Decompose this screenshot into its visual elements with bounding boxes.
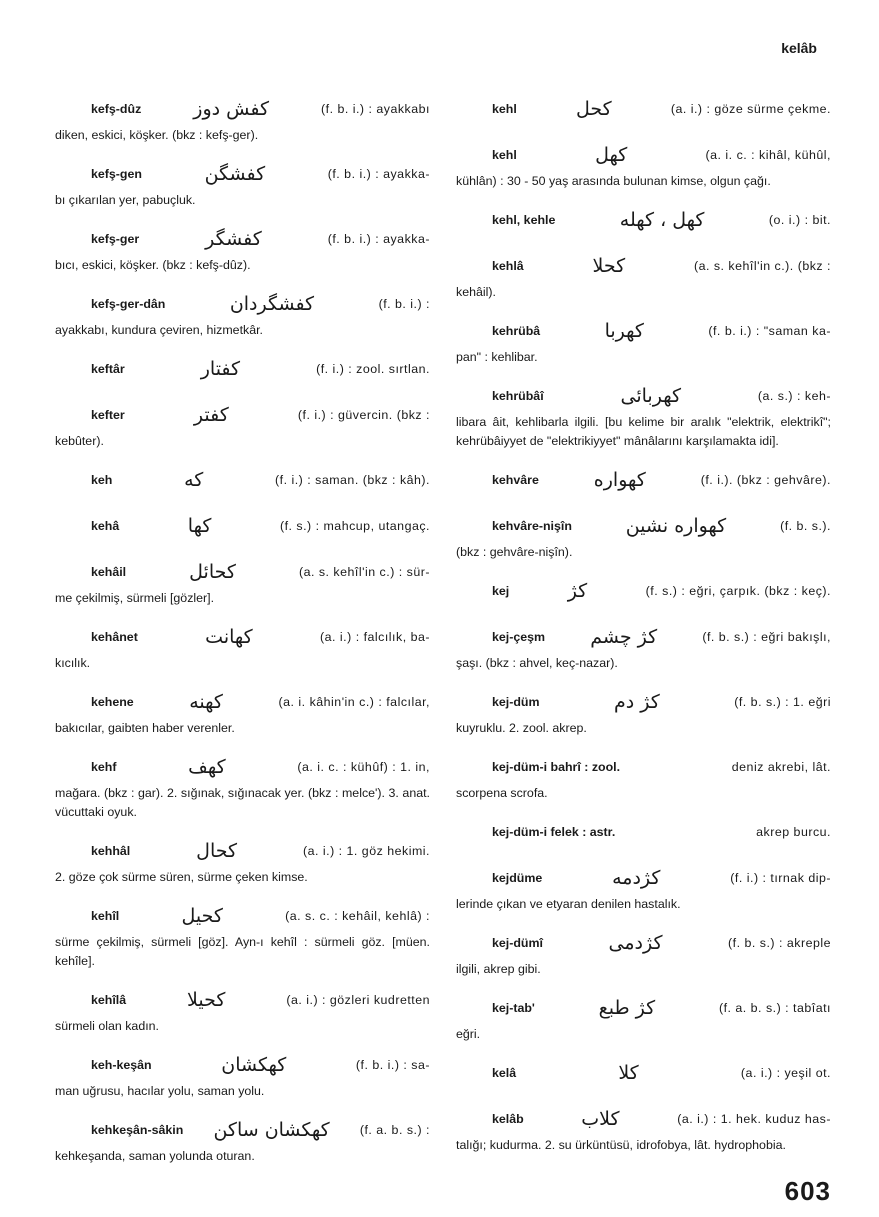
definition-continuation: kehâil). [456,285,496,299]
arabic-script: کژ طبع [598,996,656,1019]
entry-lead-line [55,983,430,1017]
headword: kehlâ [492,258,524,273]
arabic-script: کفشگن [204,162,266,185]
dictionary-entry [456,685,831,738]
dictionary-entry [456,92,831,126]
arabic-script: کهربائی [620,384,682,407]
arabic-script: كحيل [181,904,223,927]
dictionary-entry [456,138,831,191]
definition-continuation: sürme çekilmiş, sürmeli [göz]. Ayn-ı kehîl : sürmeli göz. [müen. kehîle]. [55,935,430,968]
definition-continuation: bı çıkarılan yer, pabuçluk. [55,193,196,207]
grammatical-info: (a. i.) : göze sürme çekme. [670,101,831,116]
headword: kej-dümî [492,935,543,950]
grammatical-info: (f. i.) : tırnak dip- [730,870,831,885]
grammatical-info: (a. i.) : yeşil ot. [740,1065,831,1080]
headword: kefş-ger-dân [91,296,166,311]
definition-continuation: kehkeşanda, saman yolunda oturan. [55,1149,255,1163]
headword: kehânet [91,629,138,644]
definition-continuation: man uğrusu, hacılar yolu, saman yolu. [55,1084,265,1098]
dictionary-entry [55,983,430,1036]
grammatical-info: (f. i.). (bkz : gehvâre). [700,472,831,487]
arabic-script: کهنه [189,690,223,713]
dictionary-entry [55,685,430,738]
grammatical-info: (f. b. i.) : "saman ka- [708,323,831,338]
definition-continuation: talığı; kudurma. 2. su ürküntüsü, idrofobya, lât. hydrophobia. [456,1138,786,1152]
entry-lead-line [55,1113,430,1147]
headword: kehvâre [492,472,539,487]
grammatical-info: (a. i. c. : kühûf) : 1. in, [297,759,430,774]
arabic-script: کژدمی [608,931,663,954]
dictionary-entry [456,314,831,367]
grammatical-info: (a. i.) : 1. hek. kuduz has- [677,1111,831,1126]
grammatical-info: (f. a. b. s.) : [359,1122,430,1137]
definition-continuation: şaşı. (bkz : ahvel, keç-nazar). [456,656,618,670]
definition-continuation: kıcılık. [55,656,91,670]
headword: kej-tab' [492,1000,535,1015]
grammatical-info: (f. a. b. s.) : tabîatı [718,1000,831,1015]
entry-lead-line [456,203,831,237]
definition-continuation: mağara. (bkz : gar). 2. sığınak, sığınacak yer. (bkz : melce'). 3. anat. vücuttaki oyuk. [55,786,430,819]
grammatical-info: (f. s.) : mahcup, utangaç. [279,518,430,533]
entry-lead-line [55,899,430,933]
grammatical-info: deniz akrebi, lât. [731,759,831,774]
arabic-script: کها [187,514,212,537]
grammatical-info: (f. b. s.) : akreple [728,935,831,950]
arabic-script: کهف [188,755,226,778]
headword: kehâil [91,564,127,579]
headword: kej-düm-i felek : astr. [492,824,616,839]
headword: kehhâl [91,843,131,858]
grammatical-info: (f. b. i.) : [378,296,430,311]
dictionary-entry [456,750,831,803]
entry-lead-line [55,222,430,256]
arabic-script: کهربا [604,319,644,342]
definition-continuation: (bkz : gehvâre-nişîn). [456,545,573,559]
arabic-script: كحل [575,97,612,120]
entry-lead-line [456,92,831,126]
entry-lead-line [55,1048,430,1082]
definition-continuation: bıcı, eskici, köşker. (bkz : kefş-dûz). [55,258,251,272]
grammatical-info: (f. b. s.) : 1. eğri [734,694,831,709]
entry-lead-line [456,1056,831,1090]
definition-continuation: bakıcılar, gaibten haber verenler. [55,721,235,735]
headword: kehrübâî [492,388,544,403]
dictionary-entry [55,620,430,673]
dictionary-entry [456,509,831,562]
arabic-script: کفشگردان [229,292,315,315]
dictionary-entry [55,222,430,275]
grammatical-info: akrep burcu. [756,824,831,839]
grammatical-info: (a. i.) : gözleri kudretten [286,992,430,1007]
entry-lead-line [456,509,831,543]
entry-lead-line [456,379,831,413]
arabic-script: کژدمه [612,866,661,889]
arabic-script: کهواره نشین [625,514,727,537]
headword: kehkeşân-sâkin [91,1122,184,1137]
entry-lead-line [456,926,831,960]
entry-lead-line [456,685,831,719]
definition-continuation: pan" : kehlibar. [456,350,538,364]
arabic-script: كلاب [581,1107,620,1130]
headword: kefş-ger [91,231,140,246]
entry-lead-line [55,463,430,497]
dictionary-entry [55,287,430,340]
left-column [55,92,430,1178]
definition-continuation: sürmeli olan kadın. [55,1019,159,1033]
arabic-script: کژ دم [613,690,660,713]
page-number: 603 [784,1176,831,1206]
dictionary-entry [55,398,430,451]
definition-continuation: diken, eskici, köşker. (bkz : kefş-ger). [55,128,259,142]
definition-continuation: 2. göze çok sürme süren, sürme çeken kimse. [55,870,308,884]
headword: keftâr [91,361,125,376]
entry-lead-line [55,750,430,784]
dictionary-entry [456,379,831,451]
dictionary-entry [456,249,831,302]
dictionary-entry [55,509,430,543]
grammatical-info: (f. b. s.). [780,518,831,533]
headword: kehîlâ [91,992,127,1007]
dictionary-entry [55,463,430,497]
headword: kej [492,583,510,598]
arabic-script: کهانت [205,625,253,648]
definition-continuation: kühlân) : 30 - 50 yaş arasında bulunan kimse, olgun çağı. [456,174,771,188]
dictionary-entry [456,1102,831,1155]
dictionary-entry [55,92,430,145]
headword: kej-düm [492,694,540,709]
entry-lead-line [55,92,430,126]
grammatical-info: (f. b. i.) : ayakka- [327,231,430,246]
entry-lead-line [456,750,831,784]
arabic-script: کهکشان [221,1053,287,1076]
headword: kefter [91,407,125,422]
grammatical-info: (a. s. kehîl'in c.) : sür- [298,564,430,579]
arabic-script: كحال [196,839,238,862]
arabic-script: كحيلا [187,988,226,1011]
entry-lead-line [55,834,430,868]
grammatical-info: (f. i.) : saman. (bkz : kâh). [275,472,430,487]
entry-lead-line [456,991,831,1025]
entry-lead-line [55,157,430,191]
entry-lead-line [55,287,430,321]
definition-continuation: kebûter). [55,434,104,448]
grammatical-info: (f. i.) : zool. sırtlan. [316,361,430,376]
dictionary-entry [55,352,430,386]
headword: kelâb [492,1111,524,1126]
entry-lead-line [55,685,430,719]
grammatical-info: (f. b. i.) : sa- [355,1057,430,1072]
headword: kej-çeşm [492,629,546,644]
dictionary-entry [55,555,430,608]
dictionary-entry [55,899,430,971]
headword: kehâ [91,518,120,533]
grammatical-info: (a. i. c. : kihâl, kühûl, [705,147,831,162]
grammatical-info: (f. b. s.) : eğri bakışlı, [702,629,831,644]
dictionary-entry [456,926,831,979]
headword: kehîl [91,908,120,923]
grammatical-info: (a. s.) : keh- [757,388,831,403]
grammatical-info: (f. s.) : eğri, çarpık. (bkz : keç). [645,583,831,598]
entry-lead-line [55,509,430,543]
dictionary-entry [456,463,831,497]
dictionary-entry [55,834,430,887]
entry-lead-line [55,352,430,386]
entry-lead-line [55,555,430,589]
dictionary-entry [55,1113,430,1166]
headword: kehrübâ [492,323,541,338]
headword: kehf [91,759,117,774]
entry-lead-line [456,463,831,497]
grammatical-info: (a. s. c. : kehâil, kehlâ) : [285,908,430,923]
headword: kelâ [492,1065,517,1080]
arabic-script: كحائل [189,560,236,583]
dictionary-entry [55,750,430,822]
headword: kehvâre-nişîn [492,518,572,533]
headword: kejdüme [492,870,543,885]
definition-continuation: ilgili, akrep gibi. [456,962,541,976]
grammatical-info: (a. i. kâhin'in c.) : falcılar, [278,694,430,709]
grammatical-info: (a. i.) : 1. göz hekimi. [302,843,430,858]
arabic-script: كلا [618,1061,639,1084]
arabic-script: کفشگر [205,227,262,250]
headword: keh-keşân [91,1057,152,1072]
definition-continuation: eğri. [456,1027,481,1041]
headword: kehl, kehle [492,212,556,227]
definition-continuation: ayakkabı, kundura çeviren, hizmetkâr. [55,323,263,337]
headword: kehl [492,101,517,116]
grammatical-info: (a. i.) : falcılık, ba- [320,629,430,644]
arabic-script: كحلا [592,254,626,277]
entry-lead-line [456,861,831,895]
headword: kefş-gen [91,166,142,181]
headword: kej-düm-i bahrî : zool. [492,759,621,774]
arabic-script: کفتار [200,357,241,380]
dictionary-entry [55,1048,430,1101]
entry-lead-line [456,138,831,172]
entry-lead-line [456,620,831,654]
headword: keh [91,472,113,487]
definition-continuation: kuyruklu. 2. zool. akrep. [456,721,587,735]
entry-lead-line [456,249,831,283]
grammatical-info: (o. i.) : bit. [768,212,831,227]
entry-lead-line [456,574,831,608]
dictionary-entry [456,861,831,914]
grammatical-info: (f. b. i.) : ayakkabı [321,101,430,116]
headword: kehl [492,147,517,162]
entry-lead-line [55,620,430,654]
entry-lead-line [456,314,831,348]
arabic-script: کژ چشم [590,625,658,648]
dictionary-entry [456,574,831,608]
dictionary-entry [456,620,831,673]
entry-lead-line [55,398,430,432]
definition-continuation: libara âit, kehlibarla ilgili. [bu kelime bir aralık "elektrik, elektrikî"; kehrübâiyyet de "elektrikiyyet" mânâlarını karşılamakta idi]. [456,415,831,448]
grammatical-info: (f. i.) : güvercin. (bkz : [297,407,430,422]
arabic-script: که [184,468,204,491]
running-head: kelâb [781,40,817,56]
arabic-script: کهکشان ساکن [213,1118,330,1141]
arabic-script: کهل ، کهله [619,208,705,231]
headword: kehene [91,694,134,709]
entry-lead-line [456,1102,831,1136]
headword: kefş-dûz [91,101,142,116]
dictionary-entry [55,157,430,210]
dictionary-entry [456,991,831,1044]
grammatical-info: (f. b. i.) : ayakka- [327,166,430,181]
arabic-script: کژ [567,579,588,602]
entry-lead-line [456,815,831,849]
right-column [456,92,831,1167]
definition-continuation: me çekilmiş, sürmeli [gözler]. [55,591,215,605]
arabic-script: کفتر [193,403,229,426]
definition-continuation: lerinde çıkan ve etyaran denilen hastalık. [456,897,681,911]
dictionary-entry [456,815,831,849]
arabic-script: کهواره [593,468,646,491]
dictionary-entry [456,203,831,237]
grammatical-info: (a. s. kehîl'in c.). (bkz : [693,258,831,273]
definition-continuation: scorpena scrofa. [456,786,548,800]
arabic-script: کهل [595,143,628,166]
dictionary-entry [456,1056,831,1090]
arabic-script: کفش دوز [193,97,269,120]
